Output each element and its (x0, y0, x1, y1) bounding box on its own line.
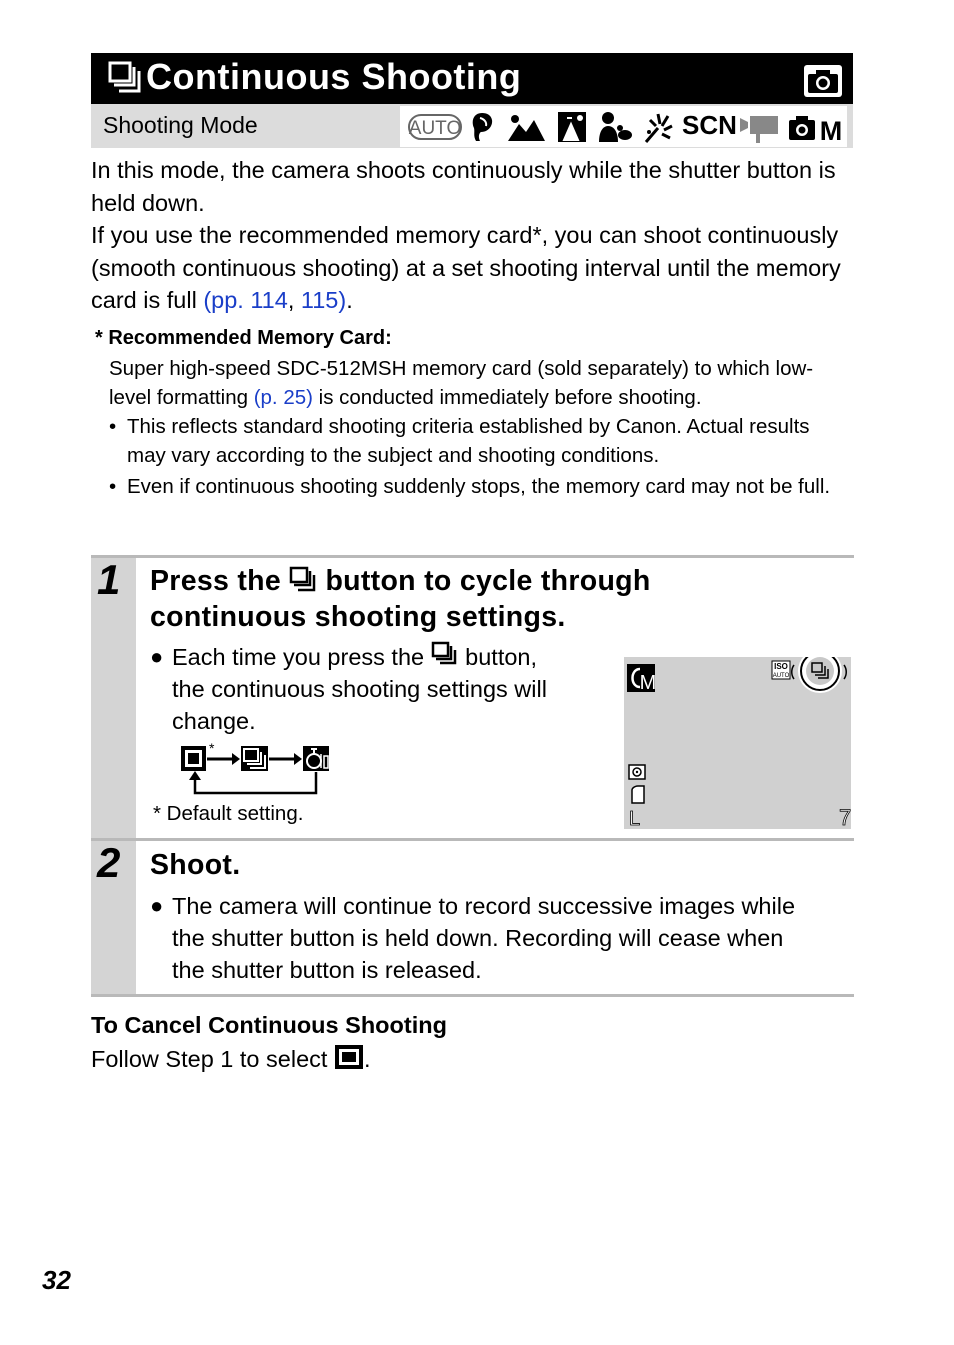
return-arrow-icon (195, 772, 316, 793)
svg-text:M: M (639, 672, 657, 694)
step-2-title: Shoot. (150, 849, 241, 881)
iso-auto-icon (772, 661, 790, 679)
intro-paragraph-1: In this mode, the camera shoots continuously while the shutter button is held down. (91, 157, 836, 216)
manual-camera-icon (788, 114, 844, 142)
continuous-shooting-icon (241, 746, 268, 771)
scn-icon: SCN (682, 110, 737, 140)
step-2-bottom-rule (91, 994, 854, 997)
page-title: Continuous Shooting (146, 56, 522, 97)
single-shot-icon (181, 746, 206, 771)
manual-mode-icon (627, 664, 656, 694)
bullet-marker: ● (150, 893, 164, 918)
svg-text:ISO: ISO (774, 662, 788, 671)
step-1-title: Press the button to cycle through continuous shooting settings. (150, 565, 651, 633)
cancel-heading: To Cancel Continuous Shooting (91, 1012, 447, 1038)
note-bullet-2: Even if continuous shooting suddenly stops, the memory card may not be full. (127, 475, 831, 498)
portrait-icon (466, 110, 498, 144)
continuous-shooting-icon (289, 566, 317, 594)
step-2-top-rule (91, 838, 854, 841)
self-timer-10s-icon (303, 746, 329, 771)
camera-lcd-screen (624, 657, 851, 829)
drive-mode-cycle-diagram (180, 740, 332, 798)
movie-icon (738, 112, 780, 144)
bullet-marker: • (109, 415, 117, 438)
shooting-mode-label: Shooting Mode (103, 112, 258, 138)
svg-text:M: M (819, 116, 843, 142)
landscape-icon (506, 112, 546, 142)
page-link-115[interactable]: 115) (300, 287, 347, 313)
intro-paragraph-2: If you use the recommended memory card*, you can shoot continuously (smooth continuous shooting) at a set shooting interval until the memory card is full (pp. 114, 115). (91, 222, 841, 313)
metering-icon (629, 765, 645, 779)
page-number: 32 (42, 1265, 71, 1295)
continuous-shooting-icon (108, 61, 142, 95)
cancel-text: Follow Step 1 to select . (91, 1046, 371, 1072)
bullet-marker: ● (150, 644, 164, 669)
page-link-114[interactable]: (pp. 114 (203, 287, 288, 313)
single-shot-icon (334, 1044, 364, 1070)
auto-mode-icon (408, 114, 462, 140)
note-heading: * Recommended Memory Card: (95, 327, 392, 349)
note-bullet-1: This reflects standard shooting criteria established by Canon. Actual results may vary according to the subject and shooting conditions. (127, 415, 810, 467)
default-setting-note: * Default setting. (153, 802, 304, 825)
note-text: Super high-speed SDC-512MSH memory card (sold separately) to which low-level formatting (p. 25) is conducted immediately before shooting. (109, 357, 814, 409)
kids-pets-icon (596, 110, 634, 144)
svg-text:AUTO: AUTO (408, 118, 462, 139)
step-1-body: Each time you press the button, the continuous shooting settings will change. (172, 641, 547, 737)
shots-remaining: 7 (839, 805, 851, 829)
step-2-body: The camera will continue to record successive images while the shutter button is held down. Recording will cease when the shutter button is released. (172, 893, 796, 983)
shooting-mode-icons (400, 106, 847, 147)
step-1-top-rule (91, 555, 854, 558)
page-link-25[interactable]: (p. 25) (253, 386, 313, 409)
step-1-number: 1 (97, 556, 121, 603)
continuous-shooting-icon (431, 641, 459, 667)
indoor-icon (642, 110, 676, 144)
default-marker: * (209, 740, 215, 756)
compression-icon (632, 786, 644, 803)
svg-text:AUTO: AUTO (772, 673, 790, 679)
camera-icon (803, 64, 843, 98)
night-scene-icon (556, 110, 588, 144)
step-2-number: 2 (97, 839, 121, 886)
resolution-indicator: L (629, 808, 641, 829)
intro-text (91, 154, 861, 317)
bullet-marker: • (109, 475, 117, 498)
